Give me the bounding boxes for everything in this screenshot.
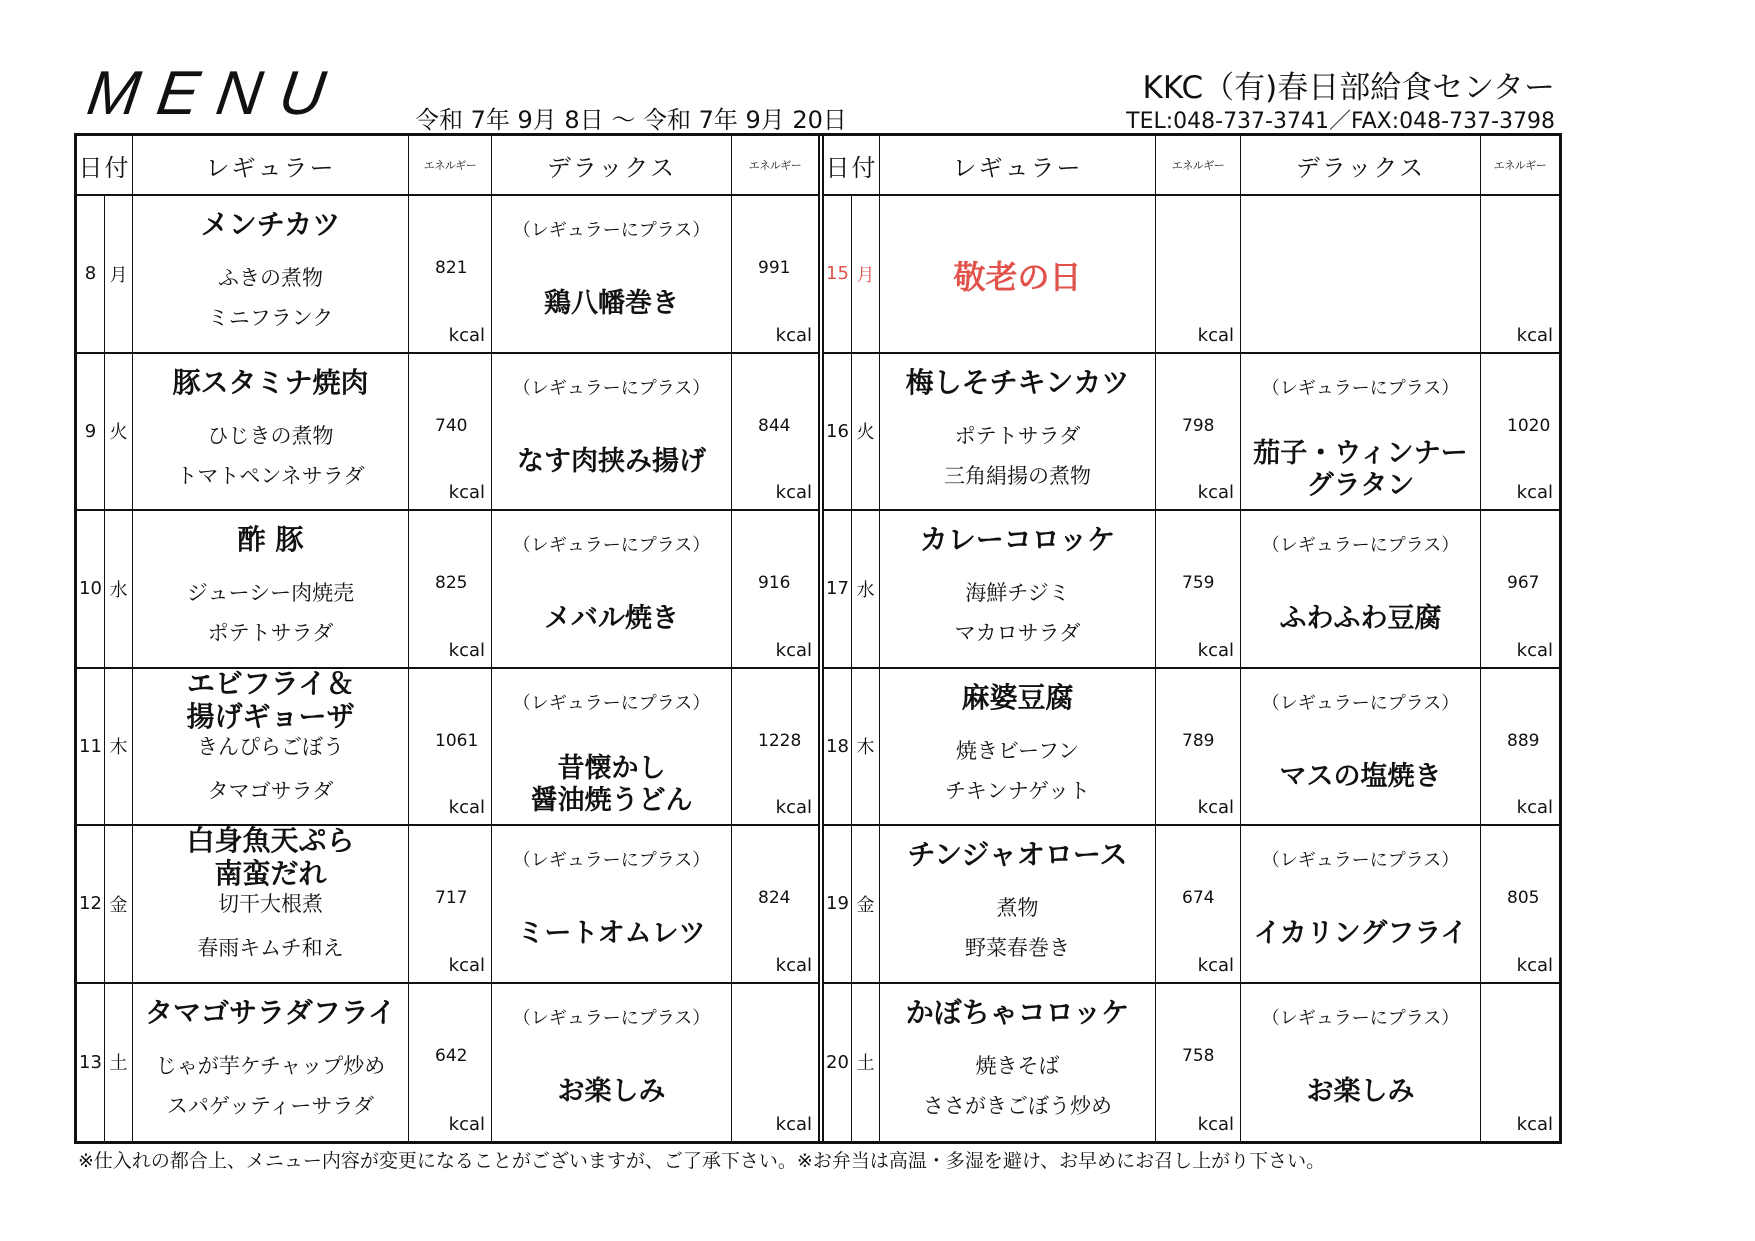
kcal-unit: kcal: [1516, 639, 1553, 661]
energy-value: 1061: [435, 730, 479, 751]
regular-side-dish: スパゲッティーサラダ: [166, 1093, 375, 1118]
regular-cell: [880, 511, 1156, 667]
regular-side-dish: ささがきごぼう炒め: [923, 1093, 1112, 1118]
menu-logo: MENU: [83, 59, 348, 128]
header-regular: レギュラー: [133, 136, 409, 194]
energy-cell: [409, 984, 492, 1142]
energy-cell: [409, 669, 492, 825]
deluxe-cell: [1241, 984, 1481, 1142]
deluxe-plus-note: （レギュラーにプラス）: [512, 377, 711, 399]
table-header: [77, 136, 818, 196]
menu-half-left: [77, 136, 818, 1141]
deluxe-energy-cell: [732, 354, 818, 510]
menu-row: [824, 196, 1559, 354]
kcal-unit: kcal: [448, 482, 485, 503]
energy-value: 740: [435, 415, 468, 436]
regular-main-dish: 酢 豚: [237, 523, 304, 556]
deluxe-dish: 茄子・ウィンナー グラタン: [1253, 437, 1468, 501]
deluxe-energy-value: 967: [1507, 573, 1540, 593]
holiday-label: 敬老の日: [953, 258, 1082, 296]
table-header: [824, 136, 1559, 196]
kcal-unit: kcal: [775, 324, 812, 346]
deluxe-cell: [1241, 196, 1481, 352]
deluxe-cell: [1241, 826, 1481, 982]
deluxe-plus-note: （レギュラーにプラス）: [512, 850, 711, 871]
kcal-unit: kcal: [1516, 324, 1553, 346]
energy-cell: [1156, 826, 1241, 982]
regular-cell: [133, 984, 409, 1142]
regular-main-dish: 白身魚天ぷら 南蛮だれ: [186, 824, 355, 890]
deluxe-cell: [1241, 511, 1481, 667]
deluxe-plus-note: （レギュラーにプラス）: [512, 692, 711, 714]
regular-side-dish: ポテトサラダ: [954, 423, 1081, 448]
header-deluxe: デラックス: [1241, 136, 1481, 194]
energy-cell: [1156, 669, 1241, 825]
deluxe-energy-cell: [1481, 984, 1559, 1142]
day-number: 20: [824, 984, 852, 1142]
deluxe-dish: 昔懐かし 醤油焼うどん: [530, 752, 693, 816]
kcal-unit: kcal: [448, 1114, 485, 1135]
energy-cell: [1156, 511, 1241, 667]
deluxe-cell: [492, 354, 732, 510]
header-energy-deluxe: エネルギー: [1493, 159, 1547, 172]
header-date: 日付: [824, 136, 880, 194]
deluxe-cell: [1241, 669, 1481, 825]
regular-main-dish: カレーコロッケ: [919, 523, 1116, 556]
energy-cell: [1156, 196, 1241, 352]
regular-side-dish: 焼きビーフン: [955, 738, 1080, 763]
energy-value: 642: [435, 1045, 468, 1066]
menu-row: [824, 826, 1559, 984]
regular-cell: [880, 826, 1156, 982]
regular-side-dish: ひじきの煮物: [207, 423, 334, 448]
deluxe-dish: メバル焼き: [544, 603, 679, 634]
day-number: 17: [824, 511, 852, 667]
day-number: 8: [77, 196, 105, 352]
kcal-unit: kcal: [1197, 639, 1234, 661]
menu-row: [824, 669, 1559, 827]
deluxe-plus-note: （レギュラーにプラス）: [512, 535, 711, 556]
regular-side-dish: マカロサラダ: [954, 621, 1081, 645]
kcal-unit: kcal: [448, 324, 485, 346]
regular-cell: [133, 354, 409, 510]
day-number: 16: [824, 354, 852, 510]
deluxe-plus-note: （レギュラーにプラス）: [512, 220, 711, 241]
menu-period: 令和 7年 9月 8日 ～ 令和 7年 9月 20日: [415, 106, 847, 134]
day-number: 11: [77, 669, 105, 825]
weekday: 土: [852, 984, 880, 1142]
kcal-unit: kcal: [1516, 797, 1553, 818]
kcal-unit: kcal: [775, 954, 812, 976]
menu-row: [77, 196, 818, 354]
kcal-unit: kcal: [1516, 482, 1553, 503]
deluxe-energy-cell: [732, 196, 818, 352]
deluxe-energy-cell: [1481, 669, 1559, 825]
day-number: 19: [824, 826, 852, 982]
kcal-unit: kcal: [1197, 954, 1234, 976]
menu-row: [824, 354, 1559, 512]
regular-side-dish: 海鮮チジミ: [965, 581, 1070, 605]
deluxe-dish: ミートオムレツ: [517, 918, 706, 949]
weekday: 火: [852, 354, 880, 510]
kcal-unit: kcal: [1197, 324, 1234, 346]
deluxe-energy-cell: [732, 511, 818, 667]
deluxe-energy-value: 824: [758, 888, 791, 908]
menu-table: [74, 133, 1562, 1144]
regular-side-dish: 三角絹揚の煮物: [944, 463, 1091, 488]
energy-value: 798: [1182, 415, 1215, 436]
day-number: 18: [824, 669, 852, 825]
header-energy: エネルギー: [409, 136, 492, 194]
menu-row: [77, 354, 818, 512]
weekday: 木: [105, 669, 133, 825]
energy-cell: [409, 196, 492, 352]
header-regular: レギュラー: [880, 136, 1156, 194]
regular-main-dish: メンチカツ: [200, 208, 341, 241]
regular-side-dish: タマゴサラダ: [207, 778, 334, 803]
deluxe-cell: [492, 196, 732, 352]
day-number: 15: [824, 196, 852, 352]
header-date: 日付: [77, 136, 133, 194]
kcal-unit: kcal: [775, 797, 812, 818]
regular-side-dish: トマトペンネサラダ: [176, 463, 365, 488]
day-number: 13: [77, 984, 105, 1142]
deluxe-cell: [492, 984, 732, 1142]
regular-cell: [880, 984, 1156, 1142]
deluxe-cell: [492, 826, 732, 982]
regular-side-dish: 煮物: [996, 896, 1039, 920]
kcal-unit: kcal: [1516, 954, 1553, 976]
deluxe-energy-value: 1020: [1507, 415, 1551, 436]
day-number: 10: [77, 511, 105, 667]
weekday: 金: [105, 826, 133, 982]
deluxe-energy-value: 805: [1507, 888, 1540, 908]
kcal-unit: kcal: [448, 797, 485, 818]
energy-value: 821: [435, 258, 468, 278]
energy-value: 789: [1182, 730, 1215, 751]
energy-cell: [1156, 984, 1241, 1142]
energy-value: 825: [435, 573, 468, 593]
deluxe-energy-cell: [1481, 196, 1559, 352]
deluxe-energy-value: 844: [758, 415, 791, 436]
weekday: 月: [852, 196, 880, 352]
deluxe-energy-value: 916: [758, 573, 791, 593]
regular-side-dish: チキンナゲット: [944, 778, 1091, 803]
footer-note: ※仕入れの都合上、メニュー内容が変更になることがございますが、ご了承下さい。※お弁当は高温・多湿を避け、お早めにお召し上がり下さい。: [78, 1150, 1326, 1172]
regular-side-dish: ふきの煮物: [218, 266, 323, 290]
weekday: 水: [852, 511, 880, 667]
kcal-unit: kcal: [1516, 1114, 1553, 1135]
regular-main-dish: かぼちゃコロッケ: [905, 995, 1130, 1029]
menu-row: [77, 826, 818, 984]
kcal-unit: kcal: [448, 954, 485, 976]
regular-side-dish: 切干大根煮: [218, 892, 323, 916]
deluxe-energy-cell: [1481, 826, 1559, 982]
regular-side-dish: じゃが芋ケチャップ炒め: [155, 1053, 386, 1078]
deluxe-cell: [492, 511, 732, 667]
deluxe-plus-note: （レギュラーにプラス）: [1261, 377, 1460, 399]
menu-row: [77, 666, 818, 827]
company-name: KKC（有)春日部給食センター: [1142, 70, 1555, 106]
energy-value: 759: [1182, 573, 1215, 593]
energy-value: 717: [435, 888, 468, 908]
deluxe-cell: [1241, 354, 1481, 510]
day-number: 9: [77, 354, 105, 510]
weekday: 木: [852, 669, 880, 825]
deluxe-dish: なす肉挟み揚げ: [517, 445, 706, 477]
deluxe-dish: ふわふわ豆腐: [1279, 603, 1442, 634]
regular-cell: [133, 196, 409, 352]
regular-main-dish: 麻婆豆腐: [961, 680, 1074, 714]
weekday: 火: [105, 354, 133, 510]
header-energy: エネルギー: [1156, 136, 1241, 194]
energy-cell: [409, 511, 492, 667]
regular-cell: [880, 354, 1156, 510]
kcal-unit: kcal: [775, 482, 812, 503]
day-number: 12: [77, 826, 105, 982]
deluxe-dish: 鶏八幡巻き: [544, 288, 679, 319]
regular-cell: [133, 666, 409, 825]
deluxe-dish: お楽しみ: [557, 1075, 666, 1107]
deluxe-dish: マスの塩焼き: [1279, 760, 1442, 792]
deluxe-plus-note: （レギュラーにプラス）: [1261, 535, 1460, 556]
header-energy-deluxe: エネルギー: [748, 159, 802, 172]
header-deluxe: デラックス: [492, 136, 732, 194]
regular-cell: [880, 669, 1156, 825]
regular-main-dish: チンジャオロース: [907, 838, 1128, 871]
menu-row: [77, 984, 818, 1142]
regular-main-dish: 豚スタミナ焼肉: [172, 365, 369, 399]
deluxe-energy-cell: [732, 984, 818, 1142]
energy-cell: [1156, 354, 1241, 510]
regular-side-dish: 焼きそば: [975, 1053, 1060, 1078]
regular-side-dish: ジューシー肉焼売: [186, 581, 355, 605]
menu-row: [824, 984, 1559, 1142]
deluxe-plus-note: （レギュラーにプラス）: [1261, 850, 1460, 871]
regular-cell: [133, 511, 409, 667]
deluxe-plus-note: （レギュラーにプラス）: [512, 1007, 711, 1029]
deluxe-energy-value: 991: [758, 258, 791, 278]
regular-main-dish: エビフライ＆ 揚げギョーザ: [186, 666, 355, 733]
weekday: 月: [105, 196, 133, 352]
deluxe-energy-cell: [732, 669, 818, 825]
weekday: 金: [852, 826, 880, 982]
regular-side-dish: 春雨キムチ和え: [197, 936, 344, 960]
regular-side-dish: きんぴらごぼう: [197, 734, 344, 759]
deluxe-dish: お楽しみ: [1306, 1075, 1415, 1107]
weekday: 水: [105, 511, 133, 667]
deluxe-dish: イカリングフライ: [1253, 918, 1468, 949]
regular-cell: [133, 826, 409, 982]
kcal-unit: kcal: [448, 639, 485, 661]
deluxe-plus-note: （レギュラーにプラス）: [1261, 692, 1460, 714]
kcal-unit: kcal: [1197, 797, 1234, 818]
deluxe-plus-note: （レギュラーにプラス）: [1261, 1007, 1460, 1029]
energy-cell: [409, 354, 492, 510]
kcal-unit: kcal: [1197, 482, 1234, 503]
menu-row: [77, 511, 818, 669]
regular-side-dish: 野菜春巻き: [965, 936, 1070, 960]
regular-main-dish: タマゴサラダフライ: [145, 995, 396, 1029]
kcal-unit: kcal: [775, 1114, 812, 1135]
kcal-unit: kcal: [775, 639, 812, 661]
regular-side-dish: ポテトサラダ: [207, 621, 334, 645]
deluxe-energy-value: 1228: [758, 730, 802, 751]
menu-half-right: [824, 136, 1559, 1141]
deluxe-energy-cell: [1481, 511, 1559, 667]
deluxe-energy-cell: [732, 826, 818, 982]
menu-row: [824, 511, 1559, 669]
regular-main-dish: 梅しそチキンカツ: [905, 365, 1130, 399]
energy-value: 758: [1182, 1045, 1215, 1066]
regular-side-dish: ミニフランク: [207, 306, 334, 330]
deluxe-energy-value: 889: [1507, 730, 1540, 751]
kcal-unit: kcal: [1197, 1114, 1234, 1135]
deluxe-cell: [492, 669, 732, 825]
company-contact: TEL:048-737-3741／FAX:048-737-3798: [1126, 109, 1555, 134]
regular-cell: [880, 196, 1156, 352]
energy-value: 674: [1182, 888, 1215, 908]
deluxe-energy-cell: [1481, 354, 1559, 510]
energy-cell: [409, 826, 492, 982]
weekday: 土: [105, 984, 133, 1142]
